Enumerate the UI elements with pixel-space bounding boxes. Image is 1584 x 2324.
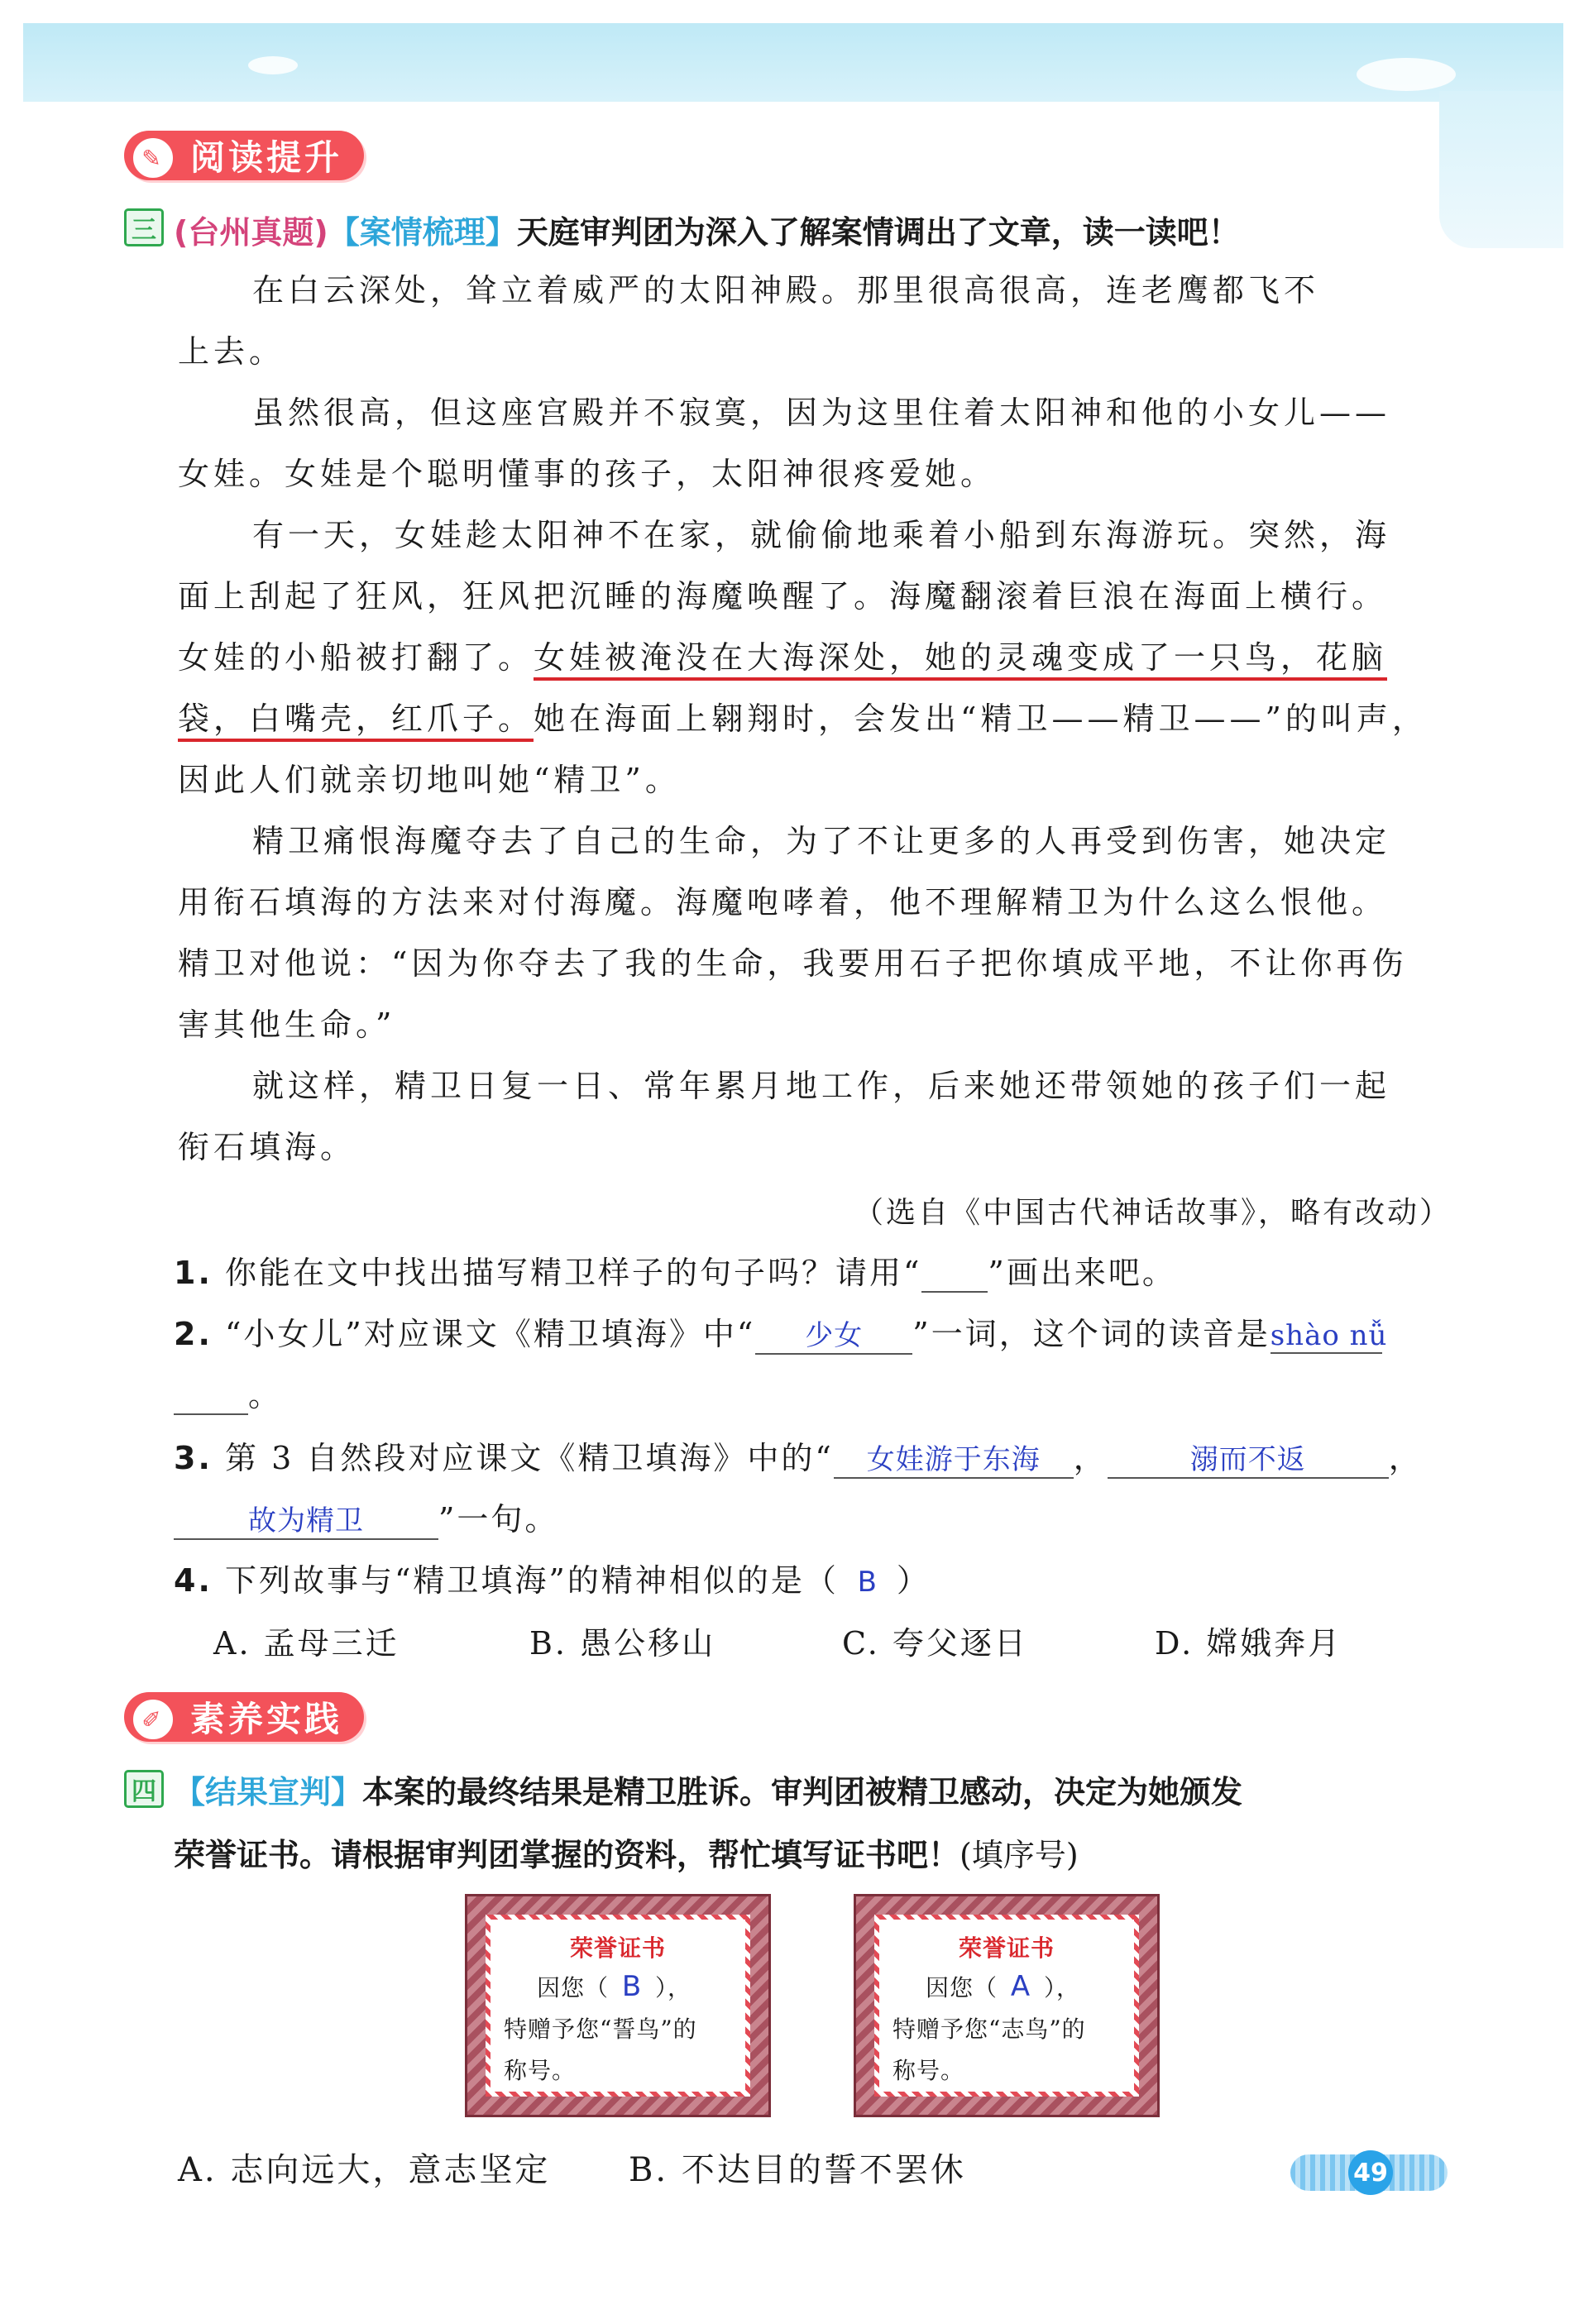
- question-text: 第 3 自然段对应课文《精卫填海》中的“: [224, 1440, 834, 1476]
- cloud-decoration: [1357, 58, 1456, 91]
- question-3-continued: [174, 1494, 558, 1540]
- separator: ，: [1388, 1440, 1423, 1476]
- question-number: 3.: [174, 1440, 213, 1476]
- pinyin-answer[interactable]: shào nǚ: [1270, 1319, 1388, 1352]
- answer-blank[interactable]: 溺而不返: [1108, 1437, 1389, 1479]
- cert-option-a: A. 志向远大，意志坚定: [178, 2151, 551, 2189]
- answer-blank[interactable]: [921, 1258, 988, 1293]
- certificate-line: 称号。: [504, 2057, 577, 2084]
- answer-choice[interactable]: B: [857, 1566, 878, 1599]
- passage-line: 害其他生命。”: [178, 1007, 396, 1043]
- passage-line: 上去。: [178, 333, 285, 370]
- certificate-line: 特赠予您“誓鸟”的: [504, 2016, 697, 2043]
- certificate-line: 称号。: [892, 2057, 965, 2084]
- passage-line: 有一天，女娃趁太阳神不在家，就偷偷地乘着小船到东海游玩。突然，海: [252, 517, 1391, 553]
- question-number: 2.: [174, 1316, 213, 1352]
- passage-source: （选自《中国古代神话故事》，略有改动）: [853, 1196, 1452, 1230]
- question-text: ”一词，这个词的读音是: [912, 1316, 1271, 1352]
- certificate-title: 荣誉证书: [958, 1934, 1055, 1962]
- answer-blank[interactable]: 少女: [755, 1313, 912, 1355]
- underlined-description: 女娃被淹没在大海深处，她的灵魂变成了一只鸟，花脑: [534, 639, 1387, 681]
- question-text: 下列故事与“精卫填海”的精神相似的是（: [224, 1562, 839, 1599]
- question-3: [174, 1432, 1423, 1479]
- header-sky-corner: [1439, 91, 1563, 248]
- option-a[interactable]: A. 孟母三迁: [213, 1625, 400, 1662]
- separator: ，: [1073, 1440, 1108, 1476]
- question-text: ”一句。: [438, 1501, 559, 1537]
- certificate-text: 因您（: [926, 1974, 998, 2001]
- underlined-description: 袋，白嘴壳，红爪子。: [178, 701, 534, 742]
- certificate-answer[interactable]: B: [621, 1970, 643, 2003]
- question-3-heading: [174, 207, 1240, 252]
- question-4: [174, 1555, 931, 1600]
- question-2-continued: [174, 1370, 282, 1415]
- section-badge-practice: [124, 1692, 364, 1742]
- certificate-2: [854, 1894, 1160, 2117]
- fill-hint: (填序号): [959, 1837, 1079, 1873]
- passage-line: 就这样，精卫日复一日、常年累月地工作，后来她还带领她的孩子们一起: [252, 1068, 1391, 1104]
- section-badge-reading: [124, 131, 364, 180]
- certificate-title: 荣誉证书: [569, 1934, 666, 1962]
- question-number: 4.: [174, 1562, 213, 1599]
- question-4-heading-line2: [174, 1829, 1079, 1875]
- certificate-text: 因您（: [537, 1974, 610, 2001]
- pencil-icon: ✐: [131, 1697, 175, 1742]
- question-text: 你能在文中找出描写精卫样子的句子吗？请用“: [224, 1255, 922, 1291]
- option-b[interactable]: B. 愚公移山: [529, 1625, 716, 1662]
- question-number: 1.: [174, 1255, 213, 1291]
- page-number: 49: [1348, 2150, 1393, 2195]
- question-text: ）: [896, 1562, 931, 1599]
- passage-line: 在白云深处，耸立着威严的太阳神殿。那里很高很高，连老鹰都飞不: [252, 272, 1320, 308]
- question-4-prompt: 荣誉证书。请根据审判团掌握的资料，帮忙填写证书吧！: [174, 1837, 960, 1873]
- answer-blank[interactable]: 女娃游于东海: [834, 1437, 1074, 1479]
- passage-line: 女娃。女娃是个聪明懂事的孩子，太阳神很疼爱她。: [178, 456, 997, 492]
- certificate-line: [504, 1966, 732, 2009]
- passage-line: [178, 688, 1428, 749]
- question-text: 。: [248, 1377, 283, 1413]
- task-tag: 【结果宣判】: [174, 1774, 363, 1810]
- option-c[interactable]: C. 夸父逐日: [842, 1625, 1028, 1662]
- source-tag: (台州真题): [174, 214, 328, 251]
- passage-line: [178, 627, 1387, 688]
- task-tag: 【案情梳理】: [328, 214, 517, 251]
- passage-line: 虽然很高，但这座宫殿并不寂寞，因为这里住着太阳神和他的小女儿——: [252, 395, 1391, 431]
- book-icon: ✎: [131, 136, 175, 180]
- passage-line: 精卫对他说：“因为你夺去了我的生命，我要用石子把你填成平地，不让你再伤: [178, 945, 1408, 982]
- cloud-decoration: [248, 56, 298, 74]
- certificate-text: ），: [1044, 1974, 1081, 2001]
- question-3-prompt: 天庭审判团为深入了解案情调出了文章，读一读吧！: [516, 214, 1240, 251]
- question-number-4: 四: [124, 1770, 164, 1808]
- passage-line: 因此人们就亲切地叫她“精卫”。: [178, 762, 681, 798]
- question-2: [174, 1308, 1388, 1355]
- certificate-line: 特赠予您“志鸟”的: [892, 2016, 1086, 2043]
- certificate-answer[interactable]: A: [1010, 1970, 1031, 2003]
- question-4-heading: [174, 1767, 1242, 1812]
- certificate-1: [465, 1894, 771, 2117]
- question-number-3: 三: [124, 208, 164, 246]
- passage-line: 衔石填海。: [178, 1129, 357, 1165]
- certificate-text: ），: [655, 1974, 692, 2001]
- question-text: ”画出来吧。: [988, 1255, 1176, 1291]
- section-title-reading: 阅读提升: [190, 137, 343, 178]
- section-title-practice: 素养实践: [190, 1699, 343, 1739]
- cert-option-b: B. 不达目的誓不罢休: [629, 2151, 966, 2189]
- passage-text: 她在海面上翱翔时，会发出“精卫——精卫——”的叫声，: [534, 701, 1428, 737]
- question-text: “小女儿”对应课文《精卫填海》中“: [224, 1316, 756, 1352]
- passage-text: 女娃的小船被打翻了。: [178, 639, 534, 676]
- passage-line: 面上刮起了狂风，狂风把沉睡的海魔唤醒了。海魔翻滚着巨浪在海面上横行。: [178, 578, 1388, 614]
- question-4-prompt: 本案的最终结果是精卫胜诉。审判团被精卫感动，决定为她颁发: [362, 1774, 1243, 1810]
- question-1: [174, 1247, 1176, 1293]
- passage-line: 精卫痛恨海魔夺去了自己的生命，为了不让更多的人再受到伤害，她决定: [252, 823, 1391, 859]
- passage-line: 用衔石填海的方法来对付海魔。海魔咆哮着，他不理解精卫为什么这么恨他。: [178, 884, 1388, 921]
- answer-blank[interactable]: [174, 1380, 248, 1415]
- option-d[interactable]: D. 嫦娥奔月: [1155, 1625, 1342, 1662]
- answer-blank[interactable]: 故为精卫: [174, 1498, 438, 1540]
- certificate-line: [892, 1966, 1121, 2009]
